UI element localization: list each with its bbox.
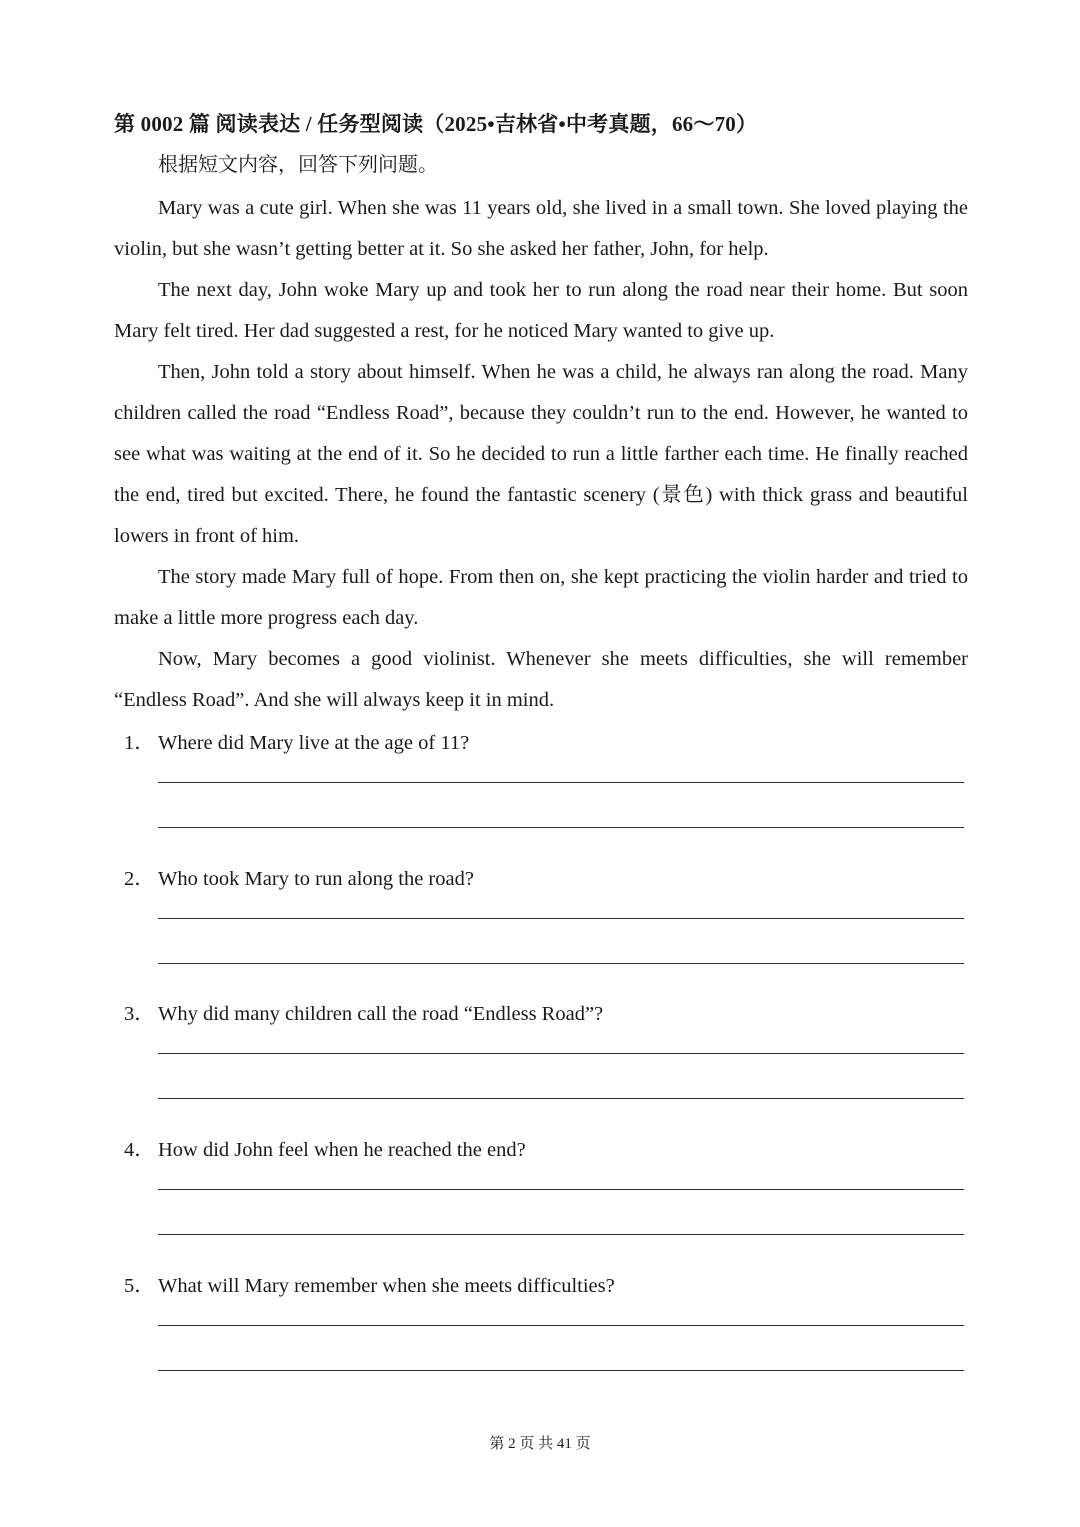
question-item [0,728,1080,858]
question-item [0,864,1080,994]
question-prompt: What will Mary remember when she meets difficulties? [158,1275,615,1297]
question-prompt: Who took Mary to run along the road? [158,868,474,890]
passage-paragraph: Then, John told a story about himself. When he was a child, he always ran along the road. Many children called the road “Endless Road”, because they couldn’t run to the end. However, he wanted to see what was waiting at the end of it. So he decided to run a little farther each time. He finally reached the end, tired but excited. There, he found the fantastic scenery (景色) with thick grass and beautiful lowers in front of him. [114,361,968,547]
question-text [124,864,474,894]
question-number: 3． [124,1003,155,1025]
answer-line[interactable] [158,1053,964,1054]
answer-line[interactable] [158,1189,964,1190]
answer-line[interactable] [158,963,964,964]
question-number: 2． [124,868,155,890]
answer-line[interactable] [158,827,964,828]
question-prompt: Where did Mary live at the age of 11? [158,732,470,754]
answer-line[interactable] [158,782,964,783]
question-text [124,1271,615,1301]
question-number: 4． [124,1139,155,1161]
question-prompt: How did John feel when he reached the end? [158,1139,526,1161]
answer-line[interactable] [158,1098,964,1099]
passage-paragraph: Now, Mary becomes a good violinist. Whenever she meets difficulties, she will remember “Endless Road”. And she will always keep it in mind. [114,648,968,711]
page-footer: 第 2 页 共 41 页 [489,1436,591,1452]
answer-line[interactable] [158,1325,964,1326]
passage-paragraph: The next day, John woke Mary up and took her to run along the road near their home. But soon Mary felt tired. Her dad suggested a rest, for he noticed Mary wanted to give up. [114,279,968,342]
question-number: 1． [124,732,155,754]
instruction-text: 根据短文内容，回答下列问题。 [158,154,438,176]
passage-paragraph: The story made Mary full of hope. From then on, she kept practicing the violin harder and tried to make a little more progress each day. [114,566,968,629]
reading-passage [114,188,968,721]
question-item [0,1135,1080,1265]
answer-line[interactable] [158,918,964,919]
question-text [124,728,469,758]
section-heading: 第 0002 篇 阅读表达 / 任务型阅读（2025•吉林省•中考真题，66～70） [114,112,758,136]
question-text [124,1135,526,1165]
question-number: 5． [124,1275,155,1297]
answer-line[interactable] [158,1370,964,1371]
passage-paragraph: Mary was a cute girl. When she was 11 years old, she lived in a small town. She loved playing the violin, but she wasn’t getting better at it. So she asked her father, John, for help. [114,197,968,260]
question-item [0,1271,1080,1401]
question-prompt: Why did many children call the road “Endless Road”? [158,1003,604,1025]
question-text [124,999,603,1029]
question-item [0,999,1080,1129]
answer-line[interactable] [158,1234,964,1235]
